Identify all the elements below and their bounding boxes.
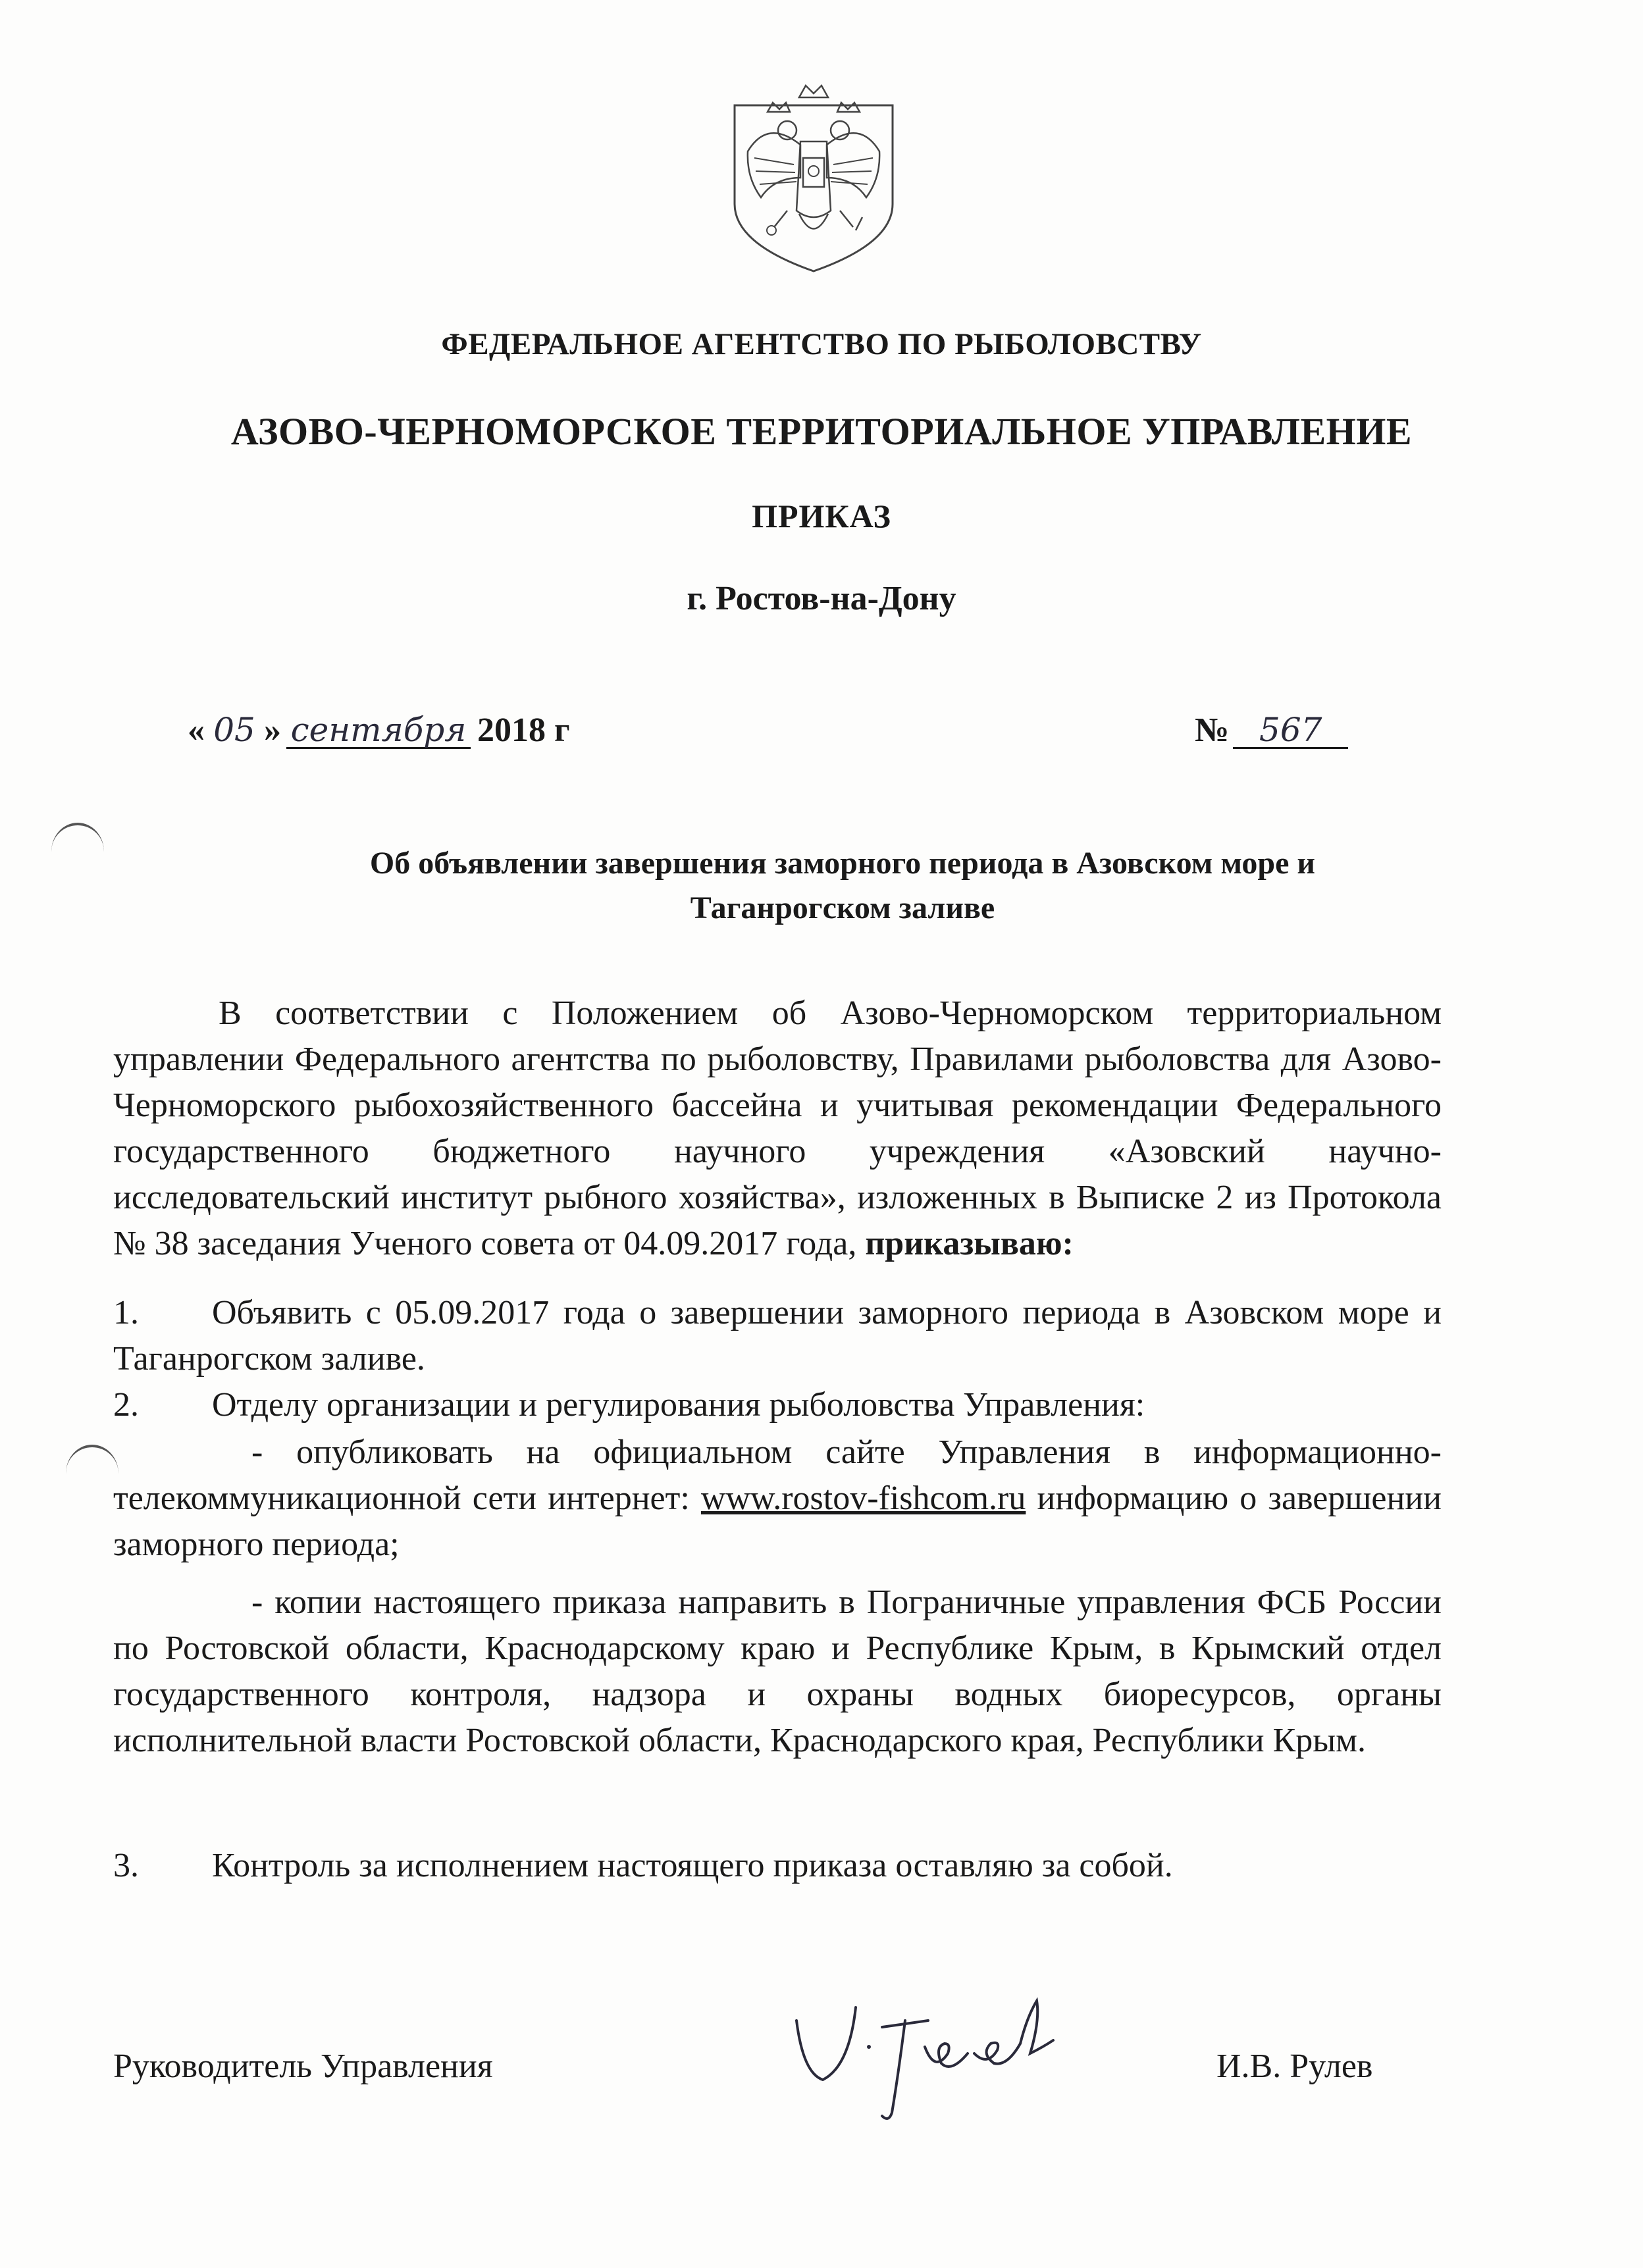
subject-line-1: Об объявлении завершения заморного периода в Азовском море и — [369, 846, 1316, 881]
list-item-3 — [113, 1843, 1442, 1889]
intro-paragraph — [113, 991, 1442, 1267]
department-title: АЗОВО-ЧЕРНОМОРСКОЕ ТЕРРИТОРИАЛЬНОЕ УПРАВЛЕНИЕ — [230, 410, 1413, 453]
coat-of-arms-icon — [721, 79, 906, 276]
item-text: Объявить с 05.09.2017 года о завершении заморного периода в Азовском море и Таганрогском заливе. — [113, 1294, 1442, 1378]
subitem-text-end: информацию о завершении заморного периода; — [113, 1480, 1442, 1563]
date-month: сентября — [286, 713, 471, 749]
order-subject — [250, 841, 1435, 931]
item-text: Контроль за исполнением настоящего приказа оставляю за собой. — [212, 1847, 1173, 1884]
date-year: 2018 г — [477, 711, 570, 749]
number-label: № — [1195, 711, 1230, 749]
list-item-1 — [113, 1290, 1442, 1382]
number-value: 567 — [1233, 713, 1348, 749]
order-number — [1195, 711, 1348, 750]
date-open-quote: « — [188, 711, 205, 749]
date-close-quote: » — [264, 711, 281, 749]
date-day: 05 — [213, 711, 255, 749]
document-type: ПРИКАЗ — [752, 498, 891, 534]
subitem-text: - опубликовать на официальном сайте Управления в информационно-телекоммуникационной сети интернет: — [113, 1433, 1442, 1517]
signatory-name: И.В. Рулев — [1216, 2048, 1373, 2085]
website-link[interactable]: www.rostov-fishcom.ru — [700, 1480, 1026, 1517]
list-item-2 — [113, 1382, 1442, 1428]
list-subitem-publish — [113, 1430, 1442, 1568]
item-text: Отделу организации и регулирования рыболовства Управления: — [212, 1386, 1145, 1424]
order-date — [188, 711, 570, 750]
handwritten-signature — [777, 1981, 1080, 2126]
intro-text: В соответствии с Положением об Азово-Черноморском территориальном управлении Федерального агентства по рыболовству, Правилами рыболовства для Азово-Черноморского рыбохозяйственного бассейна и учитывая рекомендации Федерального государственного бюджетного научного учреждения «Азовский научно-исследовательский институт рыбного хозяйства», изложенных в Выписке 2 из Протокола № 38 заседания Ученого совета от 04.09.2017 года, — [113, 994, 1442, 1262]
signatory-title: Руководитель Управления — [113, 2048, 493, 2085]
item-number: 2. — [113, 1386, 139, 1424]
punch-hole-mark — [51, 823, 104, 852]
subject-line-2: Таганрогском заливе — [690, 890, 995, 925]
item-number: 3. — [113, 1847, 139, 1884]
item-number: 1. — [113, 1294, 139, 1331]
subitem-text: - копии настоящего приказа направить в Пограничные управления ФСБ России по Ростовской области, Краснодарскому краю и Республике Крым, в Крымский отдел государственного контроля, надзора и охраны водных биоресурсов, органы исполнительной власти Ростовской области, Краснодарского края, Республики Крым. — [113, 1584, 1442, 1759]
list-subitem-copies — [113, 1580, 1442, 1764]
city-line: г. Ростов-на-Дону — [687, 580, 956, 617]
punch-hole-mark — [66, 1445, 118, 1474]
agency-title: ФЕДЕРАЛЬНОЕ АГЕНТСТВО ПО РЫБОЛОВСТВУ — [441, 327, 1202, 361]
intro-directive: приказываю: — [865, 1225, 1074, 1262]
